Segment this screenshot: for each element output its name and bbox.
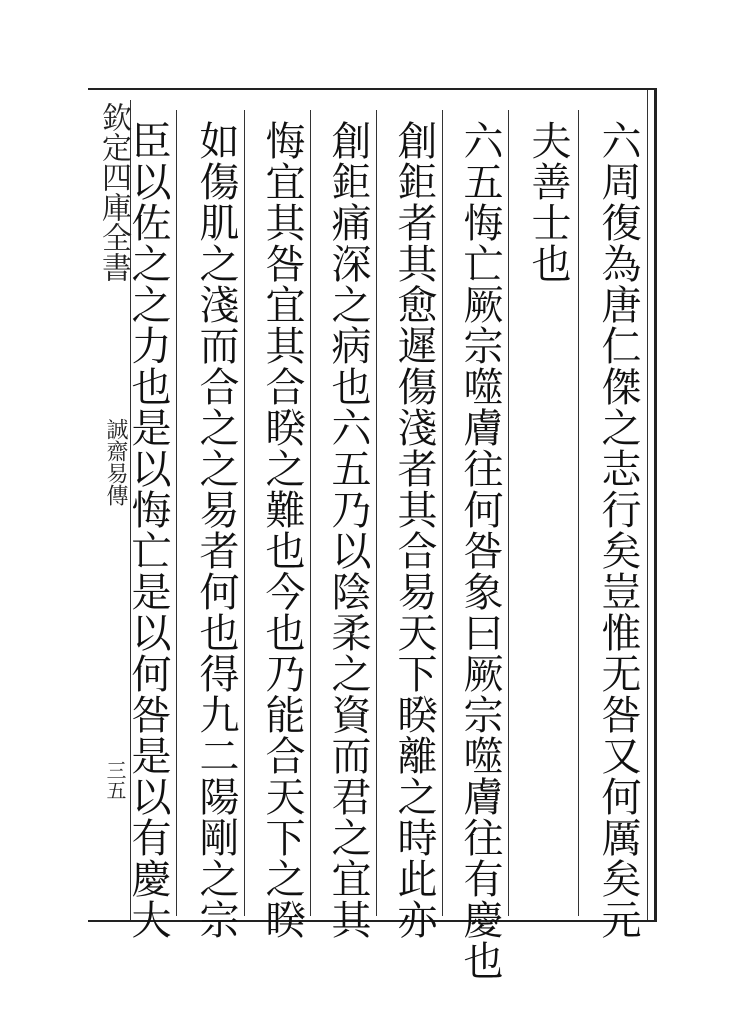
text-column-5: 創鉅痛深之病也六五乃以陰柔之資而君之宜其 bbox=[325, 120, 371, 940]
column-rule bbox=[176, 110, 177, 916]
text-column-2: 夫善士也 bbox=[525, 120, 571, 284]
column-rule bbox=[578, 110, 579, 916]
spine-page-number: 三五 bbox=[103, 760, 127, 800]
column-rule bbox=[442, 110, 443, 916]
column-rule bbox=[244, 110, 245, 916]
text-column-8: 臣以佐之之力也是以悔亡是以何咎是以有慶大 bbox=[125, 120, 171, 940]
text-column-4: 創鉅者其愈遲傷淺者其合易天下睽離之時此亦 bbox=[391, 120, 437, 940]
column-rule bbox=[310, 110, 311, 916]
text-column-6: 悔宜其咎宜其合睽之難也今也乃能合天下之睽 bbox=[259, 120, 305, 940]
text-column-7: 如傷肌之淺而合之之易者何也得九二陽剛之宗 bbox=[193, 120, 239, 940]
text-column-1: 六周復為唐仁傑之志行矣豈惟无咎又何厲矣元 bbox=[595, 120, 641, 940]
spine-title: 欽定四庫全書 bbox=[96, 102, 131, 282]
column-rule bbox=[508, 110, 509, 916]
spine-book-title: 誠齋易傳 bbox=[103, 418, 128, 506]
column-rule bbox=[376, 110, 377, 916]
text-column-3: 六五悔亡厥宗噬膚往何咎象曰厥宗噬膚往有慶也 bbox=[457, 120, 503, 981]
